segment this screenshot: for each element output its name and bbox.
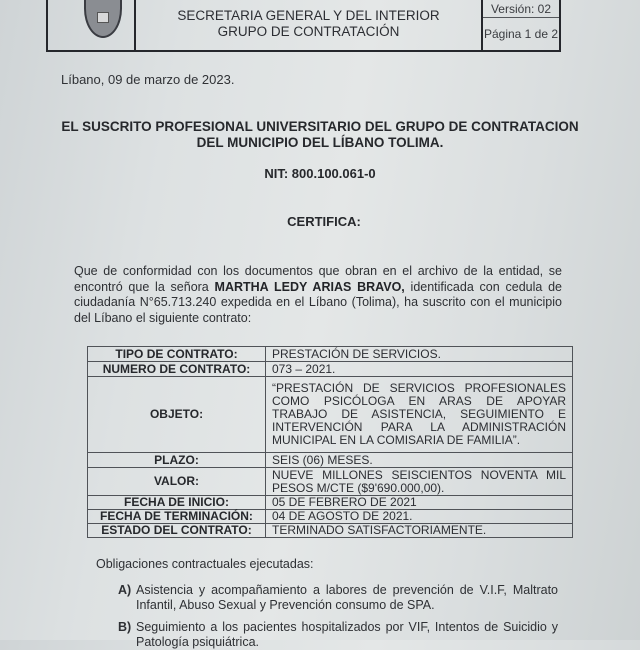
row-value: 05 DE FEBRERO DE 2021 (266, 496, 573, 510)
row-label: TIPO DE CONTRATO: (88, 347, 266, 362)
obligation-label: A) (118, 583, 132, 597)
table-row (88, 347, 573, 362)
row-label: VALOR: (88, 468, 266, 496)
certification-paragraph (74, 264, 562, 326)
row-label: FECHA DE TERMINACIÓN: (88, 510, 266, 524)
obligation-item (118, 583, 558, 613)
row-label: PLAZO: (88, 453, 266, 468)
row-label: FECHA DE INICIO: (88, 496, 266, 510)
paragraph-part1: Que de conformidad con los documentos que obran en el archivo de la entidad, se encontró que la señora (74, 264, 562, 294)
row-value: 04 DE AGOSTO DE 2021. (266, 510, 573, 524)
row-value: NUEVE MILLONES SEISCIENTOS NOVENTA MIL PESOS M/CTE ($9'690.000,00). (266, 468, 573, 496)
table-row (88, 510, 573, 524)
row-value: “PRESTACIÓN DE SERVICIOS PROFESIONALES COMO PSICÓLOGA EN ARAS DE APOYAR TRABAJO DE ASISTENCIA, SEGUIMIENTO E INTERVENCIÓN PARA LA ADMINISTRACIÓN MUNICIPAL EN LA COMISARIA DE FAMILIA”. (266, 377, 573, 453)
row-value: PRESTACIÓN DE SERVICIOS. (266, 347, 573, 362)
table-row (88, 468, 573, 496)
header-title-line2: GRUPO DE CONTRATACIÓN (217, 24, 400, 39)
row-label: ESTADO DEL CONTRATO: (88, 524, 266, 538)
nit-number: NIT: 800.100.061-0 (264, 166, 376, 181)
table-row (88, 496, 573, 510)
table-row (88, 362, 573, 377)
header-title (136, 0, 481, 50)
table-row (88, 524, 573, 538)
municipal-shield-icon (84, 0, 122, 38)
heading-line2: DEL MUNICIPIO DEL LÍBANO TOLIMA. (196, 135, 444, 150)
document-heading (0, 119, 640, 151)
header-title-line1: SECRETARIA GENERAL Y DEL INTERIOR (177, 8, 440, 23)
obligation-text: Seguimiento a los pacientes hospitalizados por VIF, Intentos de Suicidio y Patología psiquiátrica. (136, 620, 558, 649)
table-row (88, 453, 573, 468)
row-label: OBJETO: (88, 377, 266, 453)
person-name: MARTHA LEDY ARIAS BRAVO, (214, 279, 405, 294)
page-number: Página 1 de 2 (483, 27, 559, 41)
version-box (483, 0, 561, 52)
document-header (46, 0, 483, 52)
row-value: SEIS (06) MESES. (266, 453, 573, 468)
logo-cell (48, 0, 136, 50)
obligation-item (118, 620, 558, 650)
obligations-title: Obligaciones contractuales ejecutadas: (96, 557, 314, 571)
row-value: 073 – 2021. (266, 362, 573, 377)
certifica-title: CERTIFICA: (287, 214, 361, 229)
table-row (88, 377, 573, 453)
row-value: TERMINADO SATISFACTORIAMENTE. (266, 524, 573, 538)
obligation-text: Asistencia y acompañamiento a labores de prevención de V.I.F, Maltrato Infantil, Abuso Sexual y Prevención consumo de SPA. (136, 583, 558, 612)
contract-table (87, 346, 573, 538)
paragraph-part2: identificada con cedula de ciudadanía N°65.713.240 expedida en el Líbano (Tolima), ha suscrito con el municipio del Líbano el siguiente contrato: (74, 279, 562, 325)
row-label: NUMERO DE CONTRATO: (88, 362, 266, 377)
obligation-label: B) (118, 620, 132, 634)
version-label: Versión: 02 (483, 0, 559, 18)
date-line: Líbano, 09 de marzo de 2023. (61, 72, 235, 87)
heading-line1: EL SUSCRITO PROFESIONAL UNIVERSITARIO DEL GRUPO DE CONTRATACION (61, 119, 579, 134)
